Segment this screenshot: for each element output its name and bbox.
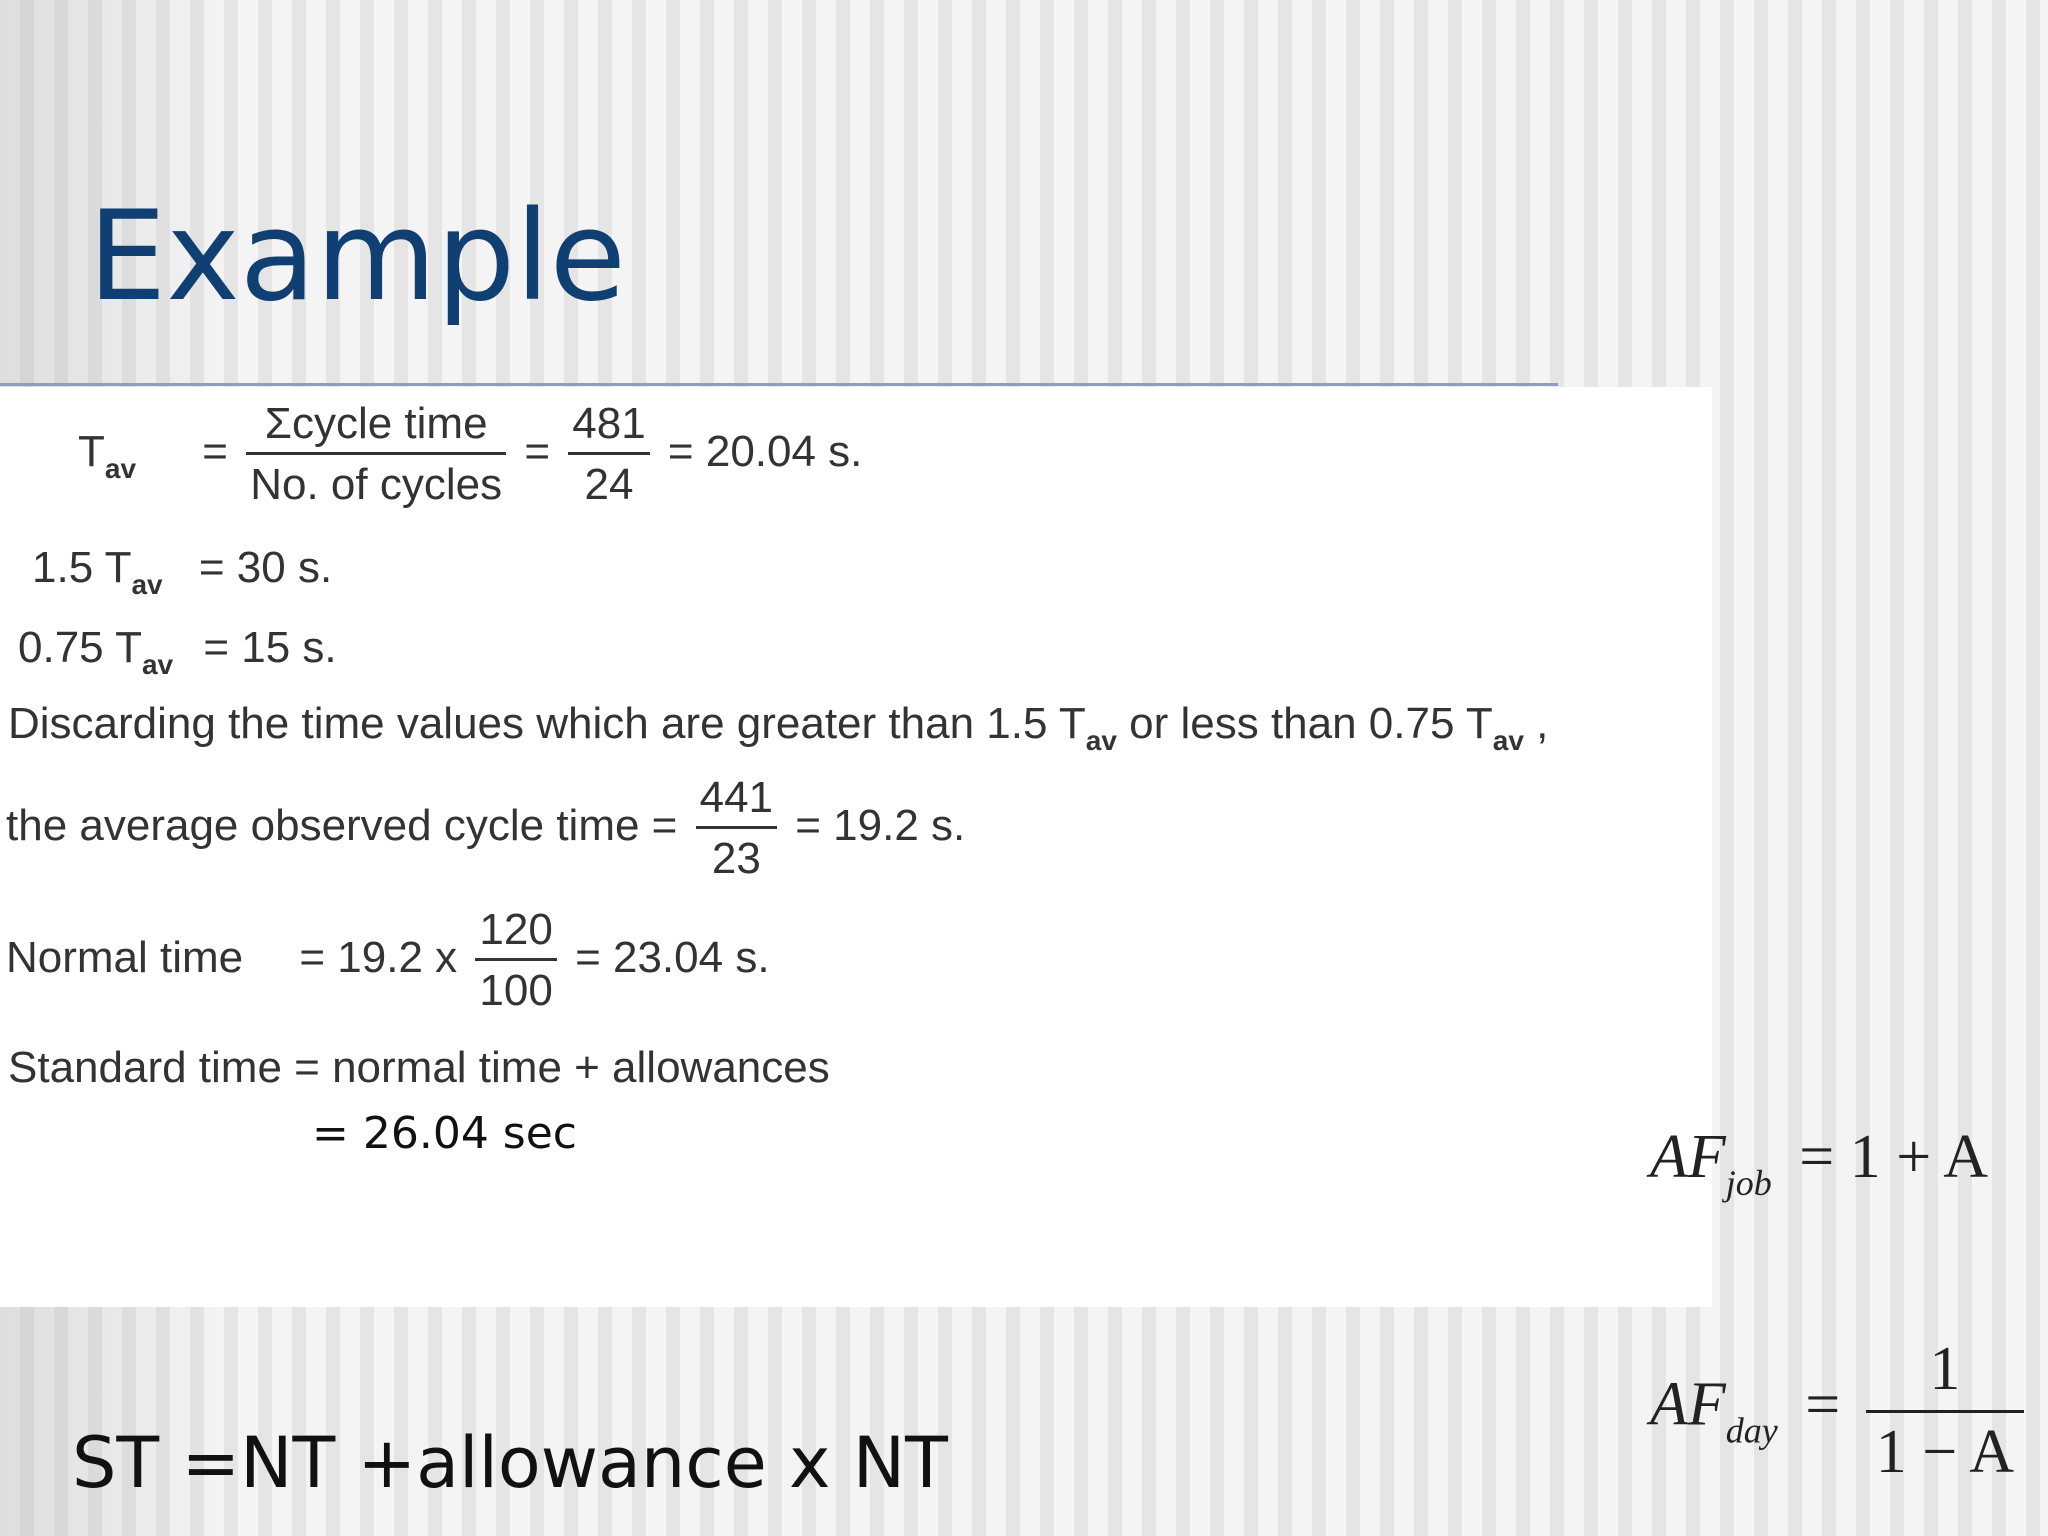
st-formula: ST =NT +allowance x NT xyxy=(72,1422,948,1504)
slide-title: Example xyxy=(88,185,626,329)
standard-time-result: = 26.04 sec xyxy=(312,1108,577,1159)
af-day-fraction: $\frac{1}{1 - A}$ xyxy=(1866,1338,2024,1483)
standard-time-line: Standard time = normal time + allowances xyxy=(8,1043,830,1092)
normal-time-fraction: $\frac{120}{100}$ xyxy=(475,908,556,1013)
average-cycle-fraction: $\frac{441}{23}$ xyxy=(696,776,777,881)
af-job-formula: $AF_{job} = 1 + A$ xyxy=(1650,1123,1989,1203)
tav-eq1: = xyxy=(202,427,228,477)
tav-numerator-1: Σcycle time xyxy=(246,402,506,455)
normal-time-equation xyxy=(6,905,770,1015)
tav-numerator-2: 481 xyxy=(568,402,649,455)
tav-denominator-1: No. of cycles xyxy=(250,460,503,509)
average-cycle-equation xyxy=(6,773,966,883)
discard-text: Discarding the time values which are greater than 1.5 $T_{av}$ or less than 0.75 $T_{av}$ , xyxy=(8,699,1549,756)
tav-result: = 20.04 s. xyxy=(667,427,863,477)
lower-limit-value: = 15 s. xyxy=(203,623,337,672)
normal-time-label: Normal time xyxy=(6,933,244,983)
tav-fraction-1 xyxy=(246,399,506,509)
title-divider xyxy=(0,383,1558,386)
upper-limit-value: = 30 s. xyxy=(198,543,333,592)
average-cycle-result: = 19.2 s. xyxy=(795,801,966,851)
upper-limit-line: 1.5 $T_{av} = 30$ s. xyxy=(32,543,333,600)
lower-limit-line: 0.75 $T_{av} = 15$ s. xyxy=(18,623,337,680)
tav-lhs: $T_{av}$ xyxy=(78,427,137,485)
tav-denominator-2: 24 xyxy=(584,460,634,509)
average-cycle-label: the average observed cycle time = xyxy=(6,801,678,851)
normal-time-result: = 23.04 s. xyxy=(575,933,770,983)
tav-equation xyxy=(78,399,863,509)
normal-time-expr: = 19.2 x xyxy=(299,933,458,983)
tav-eq2: = xyxy=(524,427,551,477)
tav-fraction-2 xyxy=(568,399,649,509)
af-day-formula: $AF_{day}$ = $\frac{1}{1 - A}$ xyxy=(1650,1338,2024,1483)
